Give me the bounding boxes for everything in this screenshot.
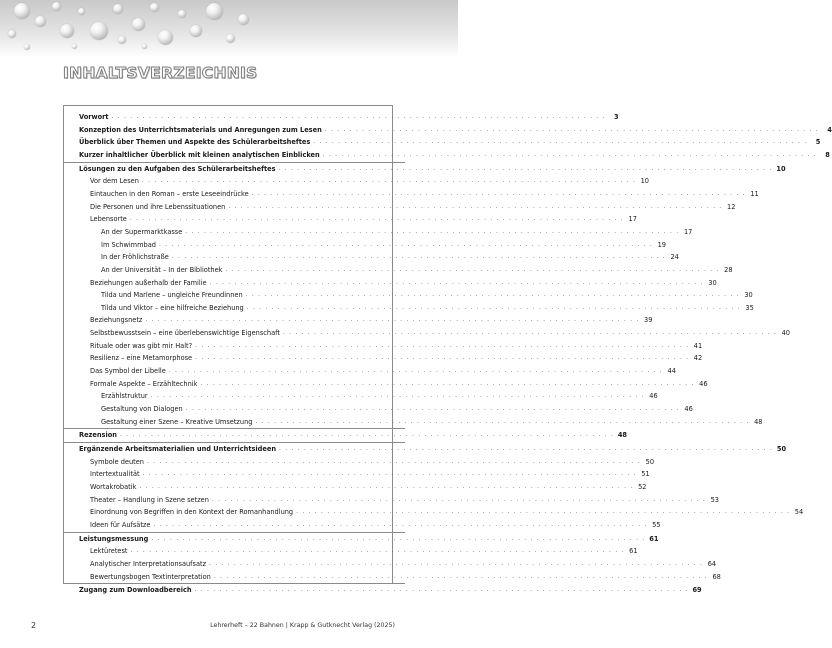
toc-entry-page: 24 [670,253,679,262]
toc-entry-page: 61 [629,547,638,556]
toc-leader-dots: . . . . . . . . . . . . . . . . . . . . . . . . . . . . . . . . . . . . . . . . . . . . . . . . . . . . . . . . . . . . . . . . . . . . . . . . . . . . . . . . [194,586,689,594]
toc-entry-page: 44 [667,367,676,376]
toc-entry-label: An der Supermarktkasse [101,227,183,236]
toc-entry [79,481,647,494]
toc-entry-page: 53 [710,495,719,504]
toc-entry-label: Wortakrobatik [90,483,137,492]
toc-leader-dots: . . . . . . . . . . . . . . . . . . . . . . . . . . . . . . . . . . . . . . . . . . . . . . . . . . . . . . . . . . . . . . . . . . . . . . . . . . . . . . . . [130,547,625,555]
toc-entry [79,519,661,532]
toc-leader-dots: . . . . . . . . . . . . . . . . . . . . . . . . . . . . . . . . . . . . . . . . . . . . . . . . . . . . . . . . . . . . . . . . . . . . . . . . . . . . . . . . [151,534,646,542]
toc-entry-label: Beziehungen außerhalb der Familie [90,278,207,287]
toc-entry-label: Ideen für Aufsätze [90,520,151,529]
toc-entry-label: Lösungen zu den Aufgaben des Schülerarbeitsheftes [79,164,276,173]
toc-leader-dots: . . . . . . . . . . . . . . . . . . . . . . . . . . . . . . . . . . . . . . . . . . . . . . . . . . . . . . . . . . . . . . . . . . . . . . . . . . . . . . . . [245,291,740,299]
toc-entry-label: Beziehungsnetz [90,316,143,325]
toc-leader-dots: . . . . . . . . . . . . . . . . . . . . . . . . . . . . . . . . . . . . . . . . . . . . . . . . . . . . . . . . . . . . . . . . . . . . . . . . . . . . . . . . [195,341,690,349]
toc-entry [79,365,676,378]
toc-entry-label: Formale Aspekte – Erzähltechnik [90,379,198,388]
toc-leader-dots: . . . . . . . . . . . . . . . . . . . . . . . . . . . . . . . . . . . . . . . . . . . . . . . . . . . . . . . . . . . . . . . . . . . . . . . . . . . . . . . . [195,354,690,362]
toc-leader-dots: . . . . . . . . . . . . . . . . . . . . . . . . . . . . . . . . . . . . . . . . . . . . . . . . . . . . . . . . . . . . . . . . . . . . . . . . . . . . . . . . [246,303,741,311]
toc-entry-page: 39 [644,316,653,325]
toc-entry-page: 40 [781,329,790,338]
toc-entry-page: 3 [614,112,619,121]
toc-leader-dots: . . . . . . . . . . . . . . . . . . . . . . . . . . . . . . . . . . . . . . . . . . . . . . . . . . . . . . . . . . . . . . . . . . . . . . . . . . . . . . . . [129,215,624,223]
toc-entry [79,545,638,558]
toc-entry-label: Einordnung von Begriffen in den Kontext der Romanhandlung [90,508,294,517]
toc-leader-dots: . . . . . . . . . . . . . . . . . . . . . . . . . . . . . . . . . . . . . . . . . . . . . . . . . . . . . . . . . . . . . . . . . . . . . . . . . . . . . . . . [146,457,642,465]
toc-leader-dots: . . . . . . . . . . . . . . . . . . . . . . . . . . . . . . . . . . . . . . . . . . . . . . . . . . . . . . . . . . . . . . . . . . . . . . . . . . . . . . . . [213,572,708,580]
toc-entry-page: 17 [628,215,637,224]
toc-entry-label: Analytischer Interpretationsaufsatz [90,559,207,568]
toc-leader-dots: . . . . . . . . . . . . . . . . . . . . . . . . . . . . . . . . . . . . . . . . . . . . . . . . . . . . . . . . . . . . . . . . . . . . . . . . . . . . . . . . [150,392,645,400]
toc-leader-dots: . . . . . . . . . . . . . . . . . . . . . . . . . . . . . . . . . . . . . . . . . . . . . . . . . . . . . . . . . . . . . . . . . . . . . . . . . . . . . . . . [228,202,723,210]
toc-entry-label: In der Fröhlichstraße [101,253,169,262]
toc-entry [79,251,679,264]
toc-entry [79,352,703,365]
toc-leader-dots: . . . . . . . . . . . . . . . . . . . . . . . . . . . . . . . . . . . . . . . . . . . . . . . . . . . . . . . . . . . . . . . . . . . . . . . . . . . . . . . . [278,164,773,172]
toc-leader-dots: . . . . . . . . . . . . . . . . . . . . . . . . . . . . . . . . . . . . . . . . . . . . . . . . . . . . . . . . . . . . . . . . . . . . . . . . . . . . . . . . [141,177,636,185]
toc-entry [79,558,717,571]
toc-entry-page: 50 [776,445,787,454]
toc-entry [79,584,702,597]
toc-entry [79,175,649,188]
toc-leader-dots: . . . . . . . . . . . . . . . . . . . . . . . . . . . . . . . . . . . . . . . . . . . . . . . . . . . . . . . . . . . . . . . . . . . . . . . . . . . . . . . . [211,495,706,503]
toc-entry-label: Gestaltung einer Szene – Kreative Umsetzung [101,417,253,426]
toc-entry [79,327,790,340]
toc-entry-page: 52 [638,483,647,492]
toc-entry-label: Intertextualität [90,470,140,479]
toc-entry [79,163,786,176]
toc-entry [79,456,655,469]
toc-entry [79,226,693,239]
toc-entry-label: Leistungsmessung [79,534,149,543]
toc-leader-dots: . . . . . . . . . . . . . . . . . . . . . . . . . . . . . . . . . . . . . . . . . . . . . . . . . . . . . . . . . . . . . . . . . . . . . . . . . . . . . . . . [185,227,680,235]
toc-entry [79,506,804,519]
toc-entry [79,302,754,315]
toc-entry-label: Lektüretest [90,547,128,556]
toc-entry-page: 10 [640,177,649,186]
toc-entry-label: Überblick über Themen und Aspekte des Schülerarbeitsheftes [79,138,311,147]
toc-entry-page: 69 [692,586,702,595]
toc-entry-label: Tilda und Marlene – ungleiche Freundinnen [101,291,243,300]
toc-leader-dots: . . . . . . . . . . . . . . . . . . . . . . . . . . . . . . . . . . . . . . . . . . . . . . . . . . . . . . . . . . . . . . . . . . . . . . . . . . . . . . . . [158,240,653,248]
toc-leader-dots: . . . . . . . . . . . . . . . . . . . . . . . . . . . . . . . . . . . . . . . . . . . . . . . . . . . . . . . . . . . . . . . . . . . . . . . . . . . . . . . . [200,379,695,387]
toc-leader-dots: . . . . . . . . . . . . . . . . . . . . . . . . . . . . . . . . . . . . . . . . . . . . . . . . . . . . . . . . . . . . . . . . . . . . . . . . . . . . . . . . [139,483,634,491]
toc-entry-page: 51 [641,470,650,479]
toc-leader-dots: . . . . . . . . . . . . . . . . . . . . . . . . . . . . . . . . . . . . . . . . . . . . . . . . . . . . . . . . . . . . . . . . . . . . . . . . . . . . . . . . [255,417,750,425]
toc-entry-label: Konzeption des Unterrichtsmaterials und Anregungen zum Lesen [79,125,322,134]
toc-entry-label: Rezension [79,431,117,440]
toc-entry-label: Selbstbewusstsein – eine überlebenswichtige Eigenschaft [90,329,280,338]
toc-entry [79,239,666,252]
toc-entry [79,201,736,214]
toc-entry-page: 42 [693,354,703,363]
toc-leader-dots: . . . . . . . . . . . . . . . . . . . . . . . . . . . . . . . . . . . . . . . . . . . . . . . . . . . . . . . . . . . . . . . . . . . . . . . . . . . . . . . . [313,138,808,146]
toc-leader-dots: . . . . . . . . . . . . . . . . . . . . . . . . . . . . . . . . . . . . . . . . . . . . . . . . . . . . . . . . . . . . . . . . . . . . . . . . . . . . . . . . [225,265,720,273]
toc-entry [79,124,832,137]
toc-entry [79,416,763,429]
toc-entry [79,111,619,124]
toc-entry [79,390,658,403]
toc-entry-page: 8 [825,150,830,159]
toc-entry [79,315,653,328]
toc-entry-page: 17 [683,227,693,236]
toc-entry-label: Lebensorte [90,215,127,224]
toc-entry-page: 48 [617,431,628,440]
toc-leader-dots: . . . . . . . . . . . . . . . . . . . . . . . . . . . . . . . . . . . . . . . . . . . . . . . . . . . . . . . . . . . . . . . . . . . . . . . . . . . . . . . . [185,405,680,413]
toc-entry [79,429,628,442]
toc-entry-page: 54 [794,508,804,517]
toc-entry-page: 68 [712,572,721,581]
toc-entry-label: Symbole deuten [90,457,144,466]
toc-entry [79,264,733,277]
toc-entry-label: Eintauchen in den Roman – erste Leseeindrücke [90,189,249,198]
toc-entry [79,571,721,584]
toc-leader-dots: . . . . . . . . . . . . . . . . . . . . . . . . . . . . . . . . . . . . . . . . . . . . . . . . . . . . . . . . . . . . . . . . . . . . . . . . . . . . . . . . [296,508,791,516]
toc-entry-page: 50 [645,457,655,466]
toc-entry [79,494,719,507]
toc-leader-dots: . . . . . . . . . . . . . . . . . . . . . . . . . . . . . . . . . . . . . . . . . . . . . . . . . . . . . . . . . . . . . . . . . . . . . . . . . . . . . . . . [209,278,704,286]
toc-leader-dots: . . . . . . . . . . . . . . . . . . . . . . . . . . . . . . . . . . . . . . . . . . . . . . . . . . . . . . . . . . . . . . . . . . . . . . . . . . . . . . . . [111,112,606,120]
toc-entry-label: Bewertungsbogen Textinterpretation [90,572,211,581]
toc-leader-dots: . . . . . . . . . . . . . . . . . . . . . . . . . . . . . . . . . . . . . . . . . . . . . . . . . . . . . . . . . . . . . . . . . . . . . . . . . . . . . . . . [142,470,637,478]
toc-leader-dots: . . . . . . . . . . . . . . . . . . . . . . . . . . . . . . . . . . . . . . . . . . . . . . . . . . . . . . . . . . . . . . . . . . . . . . . . . . . . . . . . [279,445,774,453]
toc-entry-label: Gestaltung von Dialogen [101,405,183,414]
toc-entry [79,340,703,353]
toc-entry [79,277,717,290]
toc-entry-label: Zugang zum Downloadbereich [79,586,192,595]
toc-entry-label: Kurzer inhaltlicher Überblick mit kleinen analytischen Einblicken [79,150,320,159]
toc-entry-page: 10 [776,164,786,173]
toc-leader-dots: . . . . . . . . . . . . . . . . . . . . . . . . . . . . . . . . . . . . . . . . . . . . . . . . . . . . . . . . . . . . . . . . . . . . . . . . . . . . . . . . [251,189,746,197]
toc-entry [79,403,693,416]
page-number: 2 [31,621,37,630]
toc-entry-page: 55 [652,520,661,529]
toc-entry [79,468,650,481]
toc-entry-label: An der Universität – In der Bibliothek [101,265,223,274]
toc-leader-dots: . . . . . . . . . . . . . . . . . . . . . . . . . . . . . . . . . . . . . . . . . . . . . . . . . . . . . . . . . . . . . . . . . . . . . . . . . . . . . . . . [168,367,663,375]
toc-entry-page: 61 [649,534,659,543]
toc-entry [79,289,753,302]
toc-leader-dots: . . . . . . . . . . . . . . . . . . . . . . . . . . . . . . . . . . . . . . . . . . . . . . . . . . . . . . . . . . . . . . . . . . . . . . . . . . . . . . . . [209,559,704,567]
toc-entry [79,136,821,149]
toc-entry-page: 46 [699,379,708,388]
toc-entry [79,378,708,391]
toc-leader-dots: . . . . . . . . . . . . . . . . . . . . . . . . . . . . . . . . . . . . . . . . . . . . . . . . . . . . . . . . . . . . . . . . . . . . . . . . . . . . . . . . [145,316,640,324]
toc-entry-page: 12 [727,202,736,211]
toc-entry-page: 4 [827,125,832,134]
toc-entry-label: Die Personen und ihre Lebenssituationen [90,202,226,211]
toc-entry-page: 11 [750,189,759,198]
toc-entry-label: Theater – Handlung in Szene setzen [90,495,209,504]
toc-entry-page: 46 [649,392,658,401]
toc-entry [79,188,759,201]
toc-entry [79,533,659,546]
page-title: INHALTSVERZEICHNIS [63,64,258,82]
table-of-contents [79,111,832,597]
toc-entry-page: 48 [754,417,763,426]
toc-leader-dots: . . . . . . . . . . . . . . . . . . . . . . . . . . . . . . . . . . . . . . . . . . . . . . . . . . . . . . . . . . . . . . . . . . . . . . . . . . . . . . . . [282,329,777,337]
toc-leader-dots: . . . . . . . . . . . . . . . . . . . . . . . . . . . . . . . . . . . . . . . . . . . . . . . . . . . . . . . . . . . . . . . . . . . . . . . . . . . . . . . . [324,125,819,133]
toc-entry-label: Vorwort [79,112,109,121]
toc-entry-label: Erzählstruktur [101,392,148,401]
toc-leader-dots: . . . . . . . . . . . . . . . . . . . . . . . . . . . . . . . . . . . . . . . . . . . . . . . . . . . . . . . . . . . . . . . . . . . . . . . . . . . . . . . . [119,431,615,439]
toc-entry-page: 28 [724,265,733,274]
toc-entry-page: 5 [815,138,821,147]
toc-entry [79,213,637,226]
toc-entry [79,443,787,456]
toc-entry-label: Tilda und Viktor – eine hilfreiche Beziehung [101,303,244,312]
toc-entry-label: Rituale oder was gibt mir Halt? [90,341,193,350]
toc-leader-dots: . . . . . . . . . . . . . . . . . . . . . . . . . . . . . . . . . . . . . . . . . . . . . . . . . . . . . . . . . . . . . . . . . . . . . . . . . . . . . . . . [153,520,648,528]
toc-entry-page: 41 [693,341,703,350]
toc-entry-label: Ergänzende Arbeitsmaterialien und Unterrichtsideen [79,445,277,454]
toc-entry-label: Das Symbol der Libelle [90,367,166,376]
toc-entry-label: Vor dem Lesen [90,177,139,186]
toc-entry-label: Resilienz – eine Metamorphose [90,354,193,363]
footer-source: Lehrerheft – 22 Bahnen | Krapp & Gutknecht Verlag (2025) [210,622,395,629]
toc-entry-page: 64 [707,559,717,568]
toc-leader-dots: . . . . . . . . . . . . . . . . . . . . . . . . . . . . . . . . . . . . . . . . . . . . . . . . . . . . . . . . . . . . . . . . . . . . . . . . . . . . . . . . [322,150,817,158]
toc-entry-page: 46 [684,405,693,414]
toc-entry-page: 30 [708,278,717,287]
toc-entry-page: 35 [745,303,754,312]
toc-entry-label: Im Schwimmbad [101,240,156,249]
toc-leader-dots: . . . . . . . . . . . . . . . . . . . . . . . . . . . . . . . . . . . . . . . . . . . . . . . . . . . . . . . . . . . . . . . . . . . . . . . . . . . . . . . . [171,253,666,261]
toc-entry-page: 19 [657,240,666,249]
toc-entry-page: 30 [744,291,753,300]
toc-entry [79,149,830,162]
